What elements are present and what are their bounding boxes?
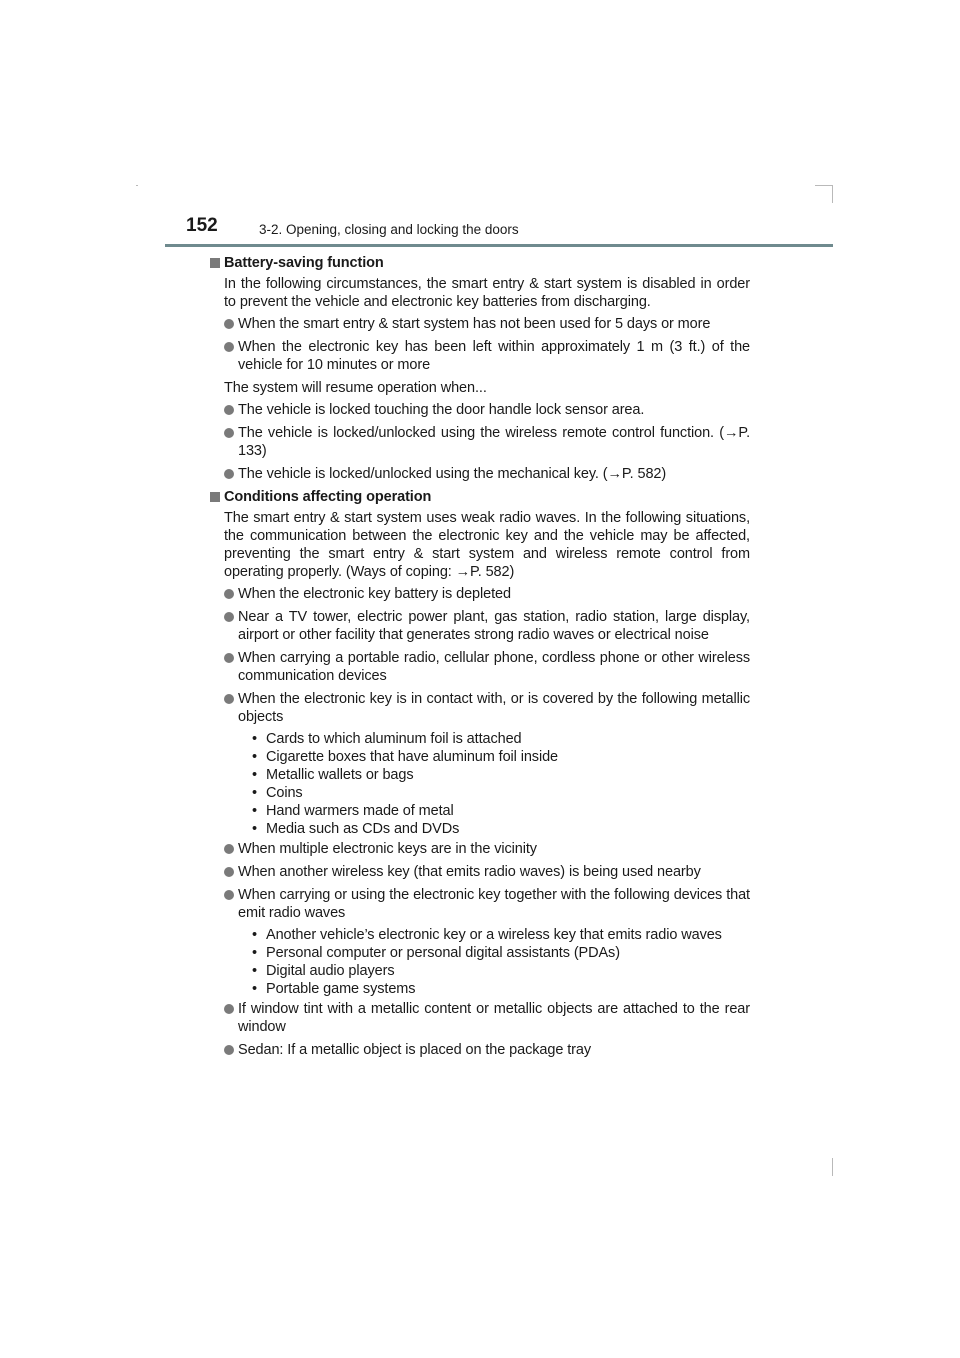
small-dot-icon: • — [252, 945, 257, 961]
sub-list-item — [252, 766, 750, 784]
small-dot-icon: • — [252, 927, 257, 943]
square-bullet-icon — [210, 258, 220, 268]
bullet-item — [210, 608, 750, 644]
sub-list-item-text: Coins — [266, 785, 303, 801]
circle-bullet-icon — [224, 890, 234, 900]
crop-mark-top-right-vertical — [832, 185, 833, 203]
bullet-item — [210, 585, 750, 603]
small-dot-icon: • — [252, 785, 257, 801]
header-rule — [165, 244, 833, 247]
circle-bullet-icon — [224, 1004, 234, 1014]
circle-bullet-icon — [224, 867, 234, 877]
content-section — [210, 488, 750, 1059]
sub-list-item-text: Cigarette boxes that have aluminum foil inside — [266, 749, 559, 765]
bullet-text: Near a TV tower, electric power plant, gas station, radio station, large display, airport or other facility that generates strong radio waves or electrical noise — [238, 609, 750, 643]
bullet-text: When the smart entry & start system has not been used for 5 days or more — [238, 316, 711, 332]
bullet-item — [210, 424, 750, 460]
small-dot-icon: • — [252, 731, 257, 747]
small-dot-icon: • — [252, 963, 257, 979]
bullet-text: The vehicle is locked/unlocked using the wireless remote control function. (→P. 133) — [238, 425, 750, 459]
circle-bullet-icon — [224, 844, 234, 854]
sub-list-item — [252, 962, 750, 980]
sub-list-item — [252, 926, 750, 944]
circle-bullet-icon — [224, 1045, 234, 1055]
bullet-item — [210, 863, 750, 881]
circle-bullet-icon — [224, 405, 234, 415]
sub-list-item — [252, 820, 750, 838]
bullet-item — [210, 465, 750, 483]
sub-list-item — [252, 748, 750, 766]
circle-bullet-icon — [224, 612, 234, 622]
small-dot-icon: • — [252, 803, 257, 819]
bullet-item — [210, 690, 750, 726]
page-number: 152 — [186, 215, 218, 236]
sub-list-item-text: Cards to which aluminum foil is attached — [266, 731, 522, 747]
bullet-text: When the electronic key has been left within approximately 1 m (3 ft.) of the vehicle for 10 minutes or more — [238, 339, 750, 373]
crop-mark-bottom-right — [832, 1158, 833, 1176]
content-section — [210, 254, 750, 483]
paragraph: The smart entry & start system uses weak radio waves. In the following situations, the communication between the electronic key and the vehicle may be affected, preventing the smart entry & start system and wireless remote control from operating properly. (Ways of coping: →P. 582) — [224, 510, 750, 580]
sub-list-item-text: Metallic wallets or bags — [266, 767, 414, 783]
bullet-text: If window tint with a metallic content or metallic objects are attached to the rear window — [238, 1001, 750, 1035]
bullet-item — [210, 401, 750, 419]
sub-list-item-text: Media such as CDs and DVDs — [266, 821, 460, 837]
section-heading — [210, 254, 750, 272]
circle-bullet-icon — [224, 428, 234, 438]
circle-bullet-icon — [224, 342, 234, 352]
small-dot-icon: • — [252, 749, 257, 765]
bullet-item — [210, 315, 750, 333]
bullet-item — [210, 1041, 750, 1059]
bullet-text: When another wireless key (that emits radio waves) is being used nearby — [238, 864, 701, 880]
sub-list-item-text: Hand warmers made of metal — [266, 803, 454, 819]
bullet-text: When the electronic key is in contact with, or is covered by the following metallic objects — [238, 691, 750, 725]
sub-list-item-text: Portable game systems — [266, 981, 416, 997]
bullet-text: When the electronic key battery is depleted — [238, 586, 511, 602]
small-dot-icon: • — [252, 981, 257, 997]
circle-bullet-icon — [224, 589, 234, 599]
bullet-item — [210, 1000, 750, 1036]
circle-bullet-icon — [224, 469, 234, 479]
bullet-text: The vehicle is locked/unlocked using the mechanical key. (→P. 582) — [238, 466, 667, 482]
section-heading-text: Conditions affecting operation — [224, 489, 432, 505]
sub-list-item-text: Digital audio players — [266, 963, 395, 979]
bullet-item — [210, 840, 750, 858]
sub-list-item-text: Personal computer or personal digital assistants (PDAs) — [266, 945, 620, 961]
page-content — [210, 254, 750, 1064]
paragraph: The system will resume operation when... — [224, 380, 487, 396]
circle-bullet-icon — [224, 653, 234, 663]
bullet-text: When carrying or using the electronic key together with the following devices that emit radio waves — [238, 887, 750, 921]
circle-bullet-icon — [224, 319, 234, 329]
bullet-text: Sedan: If a metallic object is placed on the package tray — [238, 1042, 591, 1058]
bullet-item — [210, 886, 750, 922]
sub-list-item — [252, 802, 750, 820]
bullet-item — [210, 338, 750, 374]
section-heading-text: Battery-saving function — [224, 255, 384, 271]
small-dot-icon: • — [252, 821, 257, 837]
circle-bullet-icon — [224, 694, 234, 704]
sub-list — [210, 730, 750, 838]
paragraph: In the following circumstances, the smart entry & start system is disabled in order to prevent the vehicle and electronic key batteries from discharging. — [224, 276, 750, 310]
sub-list-item — [252, 944, 750, 962]
section-title: 3-2. Opening, closing and locking the doors — [259, 222, 519, 237]
bullet-text: When carrying a portable radio, cellular phone, cordless phone or other wireless communication devices — [238, 650, 750, 684]
sub-list-item — [252, 784, 750, 802]
square-bullet-icon — [210, 492, 220, 502]
sub-list-item — [252, 730, 750, 748]
bullet-item — [210, 649, 750, 685]
section-heading — [210, 488, 750, 506]
bullet-text: When multiple electronic keys are in the vicinity — [238, 841, 537, 857]
sub-list — [210, 926, 750, 998]
small-dot-icon: • — [252, 767, 257, 783]
sub-list-item-text: Another vehicle’s electronic key or a wireless key that emits radio waves — [266, 927, 722, 943]
sub-list-item — [252, 980, 750, 998]
crop-mark-top-left — [136, 185, 138, 186]
bullet-text: The vehicle is locked touching the door handle lock sensor area. — [238, 402, 645, 418]
crop-mark-top-right-horizontal — [815, 185, 833, 186]
